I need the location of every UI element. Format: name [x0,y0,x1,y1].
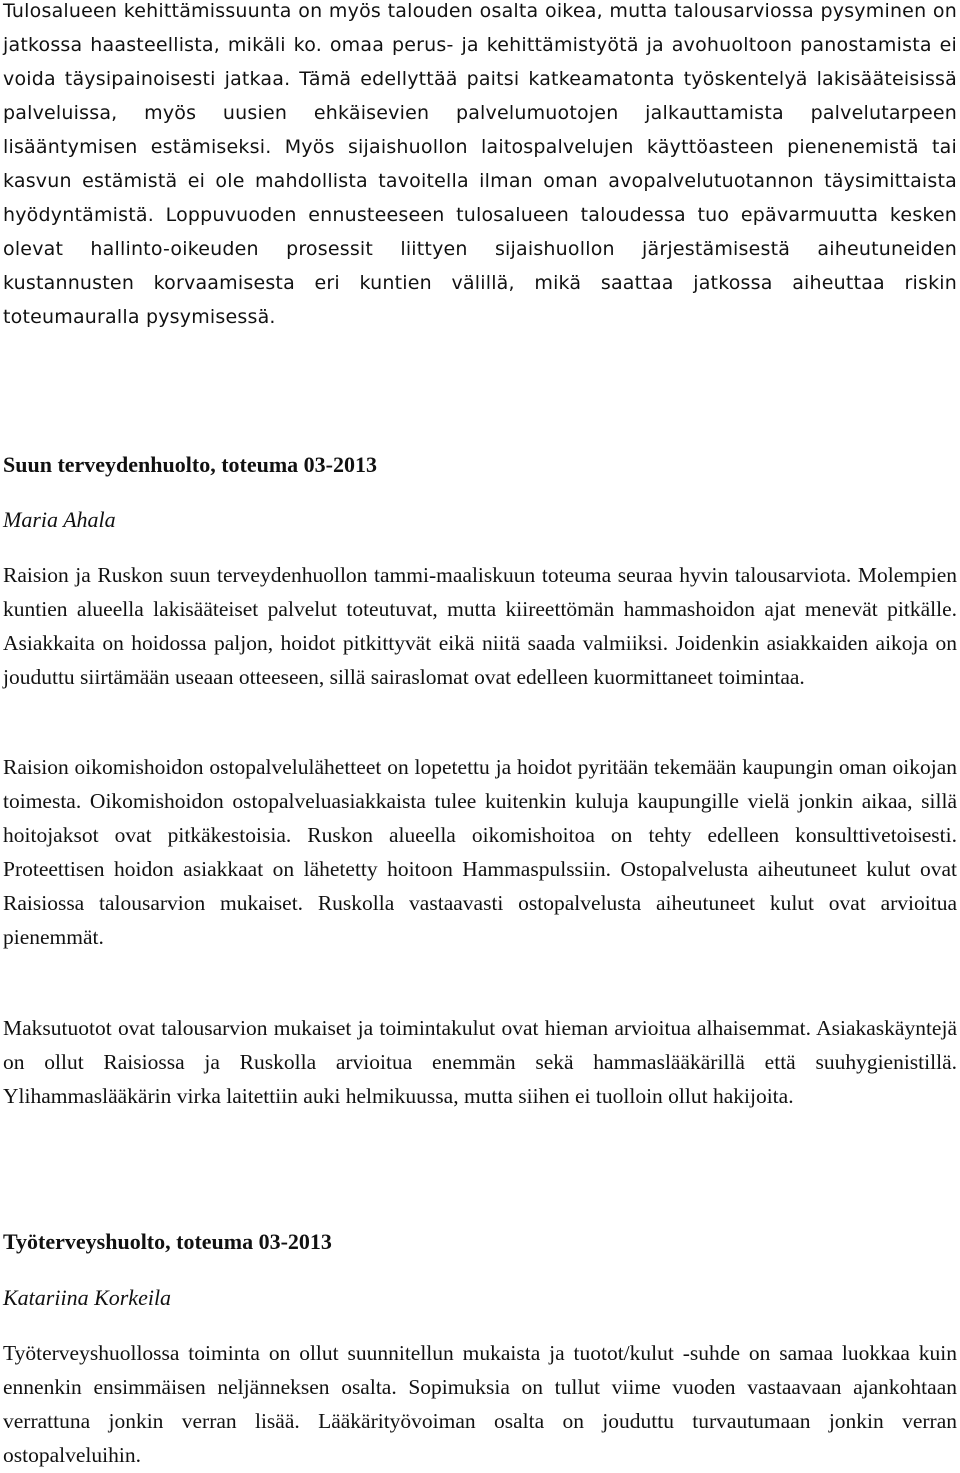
intro-paragraph: Tulosalueen kehittämissuunta on myös talouden osalta oikea, mutta talousarviossa pysyminen on jatkossa haasteellista, mikäli ko. omaa perus- ja kehittämistyötä ja avohuoltoon panostamista ei voida täysipainoisesti jatkaa. Tämä edellyttää paitsi katkeamatonta työskentelyä lakisääteisissä palveluissa, myös uusien ehkäisevien palvelumuotojen jalkauttamista palvelutarpeen lisääntymisen estämiseksi. Myös sijaishuollon laitospalvelujen käyttöasteen pienenemistä tai kasvun estämistä ei ole mahdollista tavoitella ilman oman avopalvelutuotannon täysimittaista hyödyntämistä. Loppuvuoden ennusteeseen tulosalueen taloudessa tuo epävarmuutta kesken olevat hallinto-oikeuden prosessit liittyen sijaishuollon järjestämisestä aiheutuneiden kustannusten korvaamisesta eri kuntien välillä, mikä saattaa jatkossa aiheuttaa riskin toteumauralla pysymisessä. [3,0,957,328]
section-author-occupational-health: Katariina Korkeila [3,1285,172,1310]
occupational-paragraph-1: Työterveyshuollossa toiminta on ollut suunnitellun mukaista ja tuotot/kulut -suhde on samaa luokkaa kuin ennenkin ensimmäisen neljänneksen osalta. Sopimuksia on tullut viime vuoden vastaavaan ajankohtaan verrattuna jonkin verran lisää. Lääkärityövoiman osalta on jouduttu turvautumaan jonkin verran ostopalveluihin. [3,1341,957,1467]
section-heading-occupational-health: Työterveyshuolto, toteuma 03-2013 [3,1229,332,1254]
dental-paragraph-3: Maksutuotot ovat talousarvion mukaiset ja toimintakulut ovat hieman arvioitua alhaisemmat. Asiakaskäyntejä on ollut Raisiossa ja Ruskolla arvioitua enemmän sekä hammaslääkärillä että suuhygienistillä. Ylihammaslääkärin virka laitettiin auki helmikuussa, mutta siihen ei tuolloin ollut hakijoita. [3,1016,957,1108]
dental-paragraph-2: Raision oikomishoidon ostopalvelulähetteet on lopetettu ja hoidot pyritään tekemään kaupungin oman oikojan toimesta. Oikomishoidon ostopalveluasiakkaista tulee kuitenkin kuluja kaupungille vielä jonkin aikaa, sillä hoitojaksot ovat pitkäkestoisia. Ruskon alueella oikomishoitoa on tehty edelleen konsulttivetoisesti. Proteettisen hoidon asiakkaat on lähetetty hoitoon Hammaspulssiin. Ostopalvelusta aiheutuneet kulut ovat Raisiossa talousarvion mukaiset. Ruskolla vastaavasti ostopalvelusta aiheutuneet kulut ovat arvioitua pienemmät. [3,755,957,949]
section-author-dental-care: Maria Ahala [3,507,116,532]
dental-paragraph-1: Raision ja Ruskon suun terveydenhuollon tammi-maaliskuun toteuma seuraa hyvin talousarviota. Molempien kuntien alueella lakisääteiset palvelut toteutuvat, mutta kiireettömän hammashoidon ajat menevät pitkälle. Asiakkaita on hoidossa paljon, hoidot pitkittyvät eikä niitä saada valmiiksi. Joidenkin asiakkaiden aikoja on jouduttu siirtämään useaan otteeseen, sillä sairaslomat ovat edelleen kuormittaneet toimintaa. [3,563,957,689]
section-heading-dental-care: Suun terveydenhuolto, toteuma 03-2013 [3,452,378,477]
